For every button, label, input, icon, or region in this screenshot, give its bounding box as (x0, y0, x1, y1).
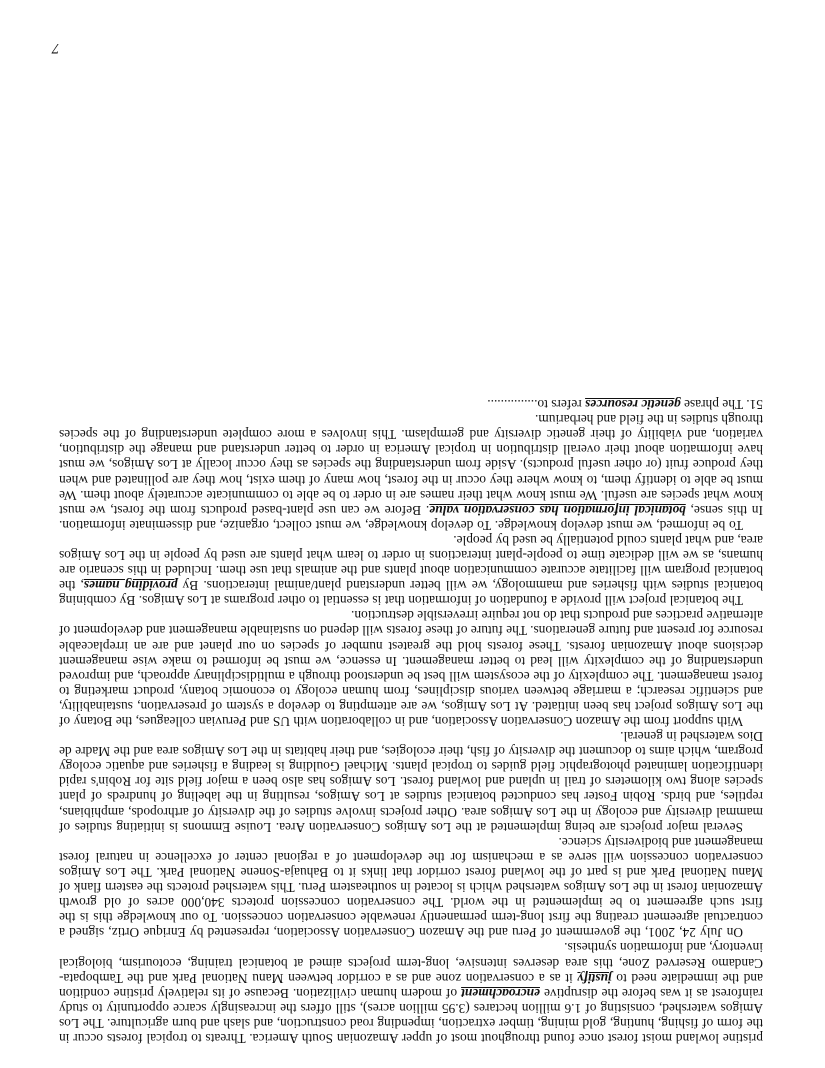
document-body (59, 397, 763, 1046)
page-number: 7 (52, 40, 60, 56)
paragraph-4: With support from the Amazon Conservation Association, and in collaboration with US and Peruvian colleagues, the Botany of the Los Amigos project has been initiated. At Los Amigos, we are attempting to develop a system of preservation, sustainability, and scientific research; a marriage between various disciplines, from human ecology to economic botany, product marketing to forest management. The complexity of the ecosystem will best be understood through a multidisciplinary approach, and improved understanding of the complexity will lead to better management. In essence, we must be informed to make wise management decisions about Amazonian forests. These forests hold the greatest number of species on our planet and are an irreplaceable resource for present and future generations. The future of these forests will depend on sustainable management and development of alternative practices and products that do not require irreversible destruction. (59, 608, 763, 730)
keyword-botanical-information: botanical information has conservation value (429, 502, 686, 518)
keyword-providing-names: providing names (83, 578, 178, 594)
paragraph-3: Several major projects are being implemented at the Los Amigos Conservation Area. Louise Emmons is initiating studies of mammal diversity and ecology in the Los Amigos area. Other projects involve studies of the diversity of arthropods, amphibians, reptiles, and birds. Robin Foster has conducted botanical studies at Los Amigos, resulting in the labeling of hundreds of plant species along two kilometers of trail in upland and lowland forest. Los Amigos has also been a major field site for Robin's rapid identification laminated photographic field guides to tropical plants. Michael Goulding is leading a fisheries and aquatic ecology program, which aims to document the diversity of fish, their ecologies, and their habitats in the Los Amigos area and the Madre de Dios watershed in general. (59, 729, 763, 835)
keyword-encroachment: encroachment (461, 985, 540, 1001)
paragraph-2: On July 24, 2001, the government of Peru and the Amazon Conservation Association, represented by Enrique Ortiz, signed a contractual agreement creating the first long-term permanently renewable conservation concession. To our knowledge this is the first such agreement to be implemented in the world. The conservation concession protects 340,000 acres of old growth Amazonian forest in the Los Amigos watershed which is located in southeastern Peru. This watershed protects the eastern flank of Manu National Park and is part of the lowland forest corridor that links it to Bahuaja-Sonene National Park. The Los Amigos conservation concession will serve as a mechanism for the development of a regional center of excellence in natural forest management and biodiversity science. (59, 834, 763, 941)
paragraph-1: pristine lowland moist forest once found throughout most of upper Amazonian South America. Threats to tropical forests occur in the form of fishing, hunting, gold mining, timber extraction, impending road construction, and slash and burn agriculture. The Los Amigos watershed, consisting of 1.6 million hectares (3.95 million acres), still offers the increasingly scarce opportunity to study rainforest as it was before the disruptive encroachment of modern human civilization. Because of its relatively pristine condition and the immediate need to justify it as a conservation zone and as a corridor between Manu National Park and the Tambopata-Candamo Reserved Zone, this area deserves intensive, long-term projects aimed at botanical training, ecotourism, biological inventory, and information synthesis. (59, 940, 763, 1046)
paragraph-6: To be informed, we must develop knowledge. To develop knowledge, we must collect, organize, and disseminate information. In this sense, botanical information has conservation value. Before we can use plant-based products from the forest, we must know what species are useful. We must know what their names are in order to be able to communicate accurately about them. We must be able to identify them, to know where they occur in the forest, how many of them exist, how they are pollinated and when they produce fruit (or other useful products). Aside from understanding the species as they occur locally at Los Amigos, we must have information about their overall distribution in tropical America in order to better understand and manage the distribution, variation, and viability of their genetic diversity and germplasm. This involves a more complete understanding of the species through studies in the field and herbarium. (59, 412, 763, 533)
keyword-genetic-resources: genetic resources (585, 397, 681, 413)
question-number: 51. (746, 397, 763, 413)
question-51: 51. The phrase genetic resources refers to............... (487, 397, 763, 413)
paragraph-5: The botanical project will provide a foundation of information that is essential to other programs at Los Amigos. By combining botanical studies with fisheries and mammology, we will better understand plant/animal interactions. By providing names, the botanical program will facilitate accurate communication about plants and the animals that use them. Included in this scenario are humans, as we will dedicate time to people-plant interactions in order to learn what plants are used by people in the Los Amigos area, and what plants could potentially be used by people. (59, 532, 763, 609)
keyword-justify: justify (577, 970, 612, 986)
